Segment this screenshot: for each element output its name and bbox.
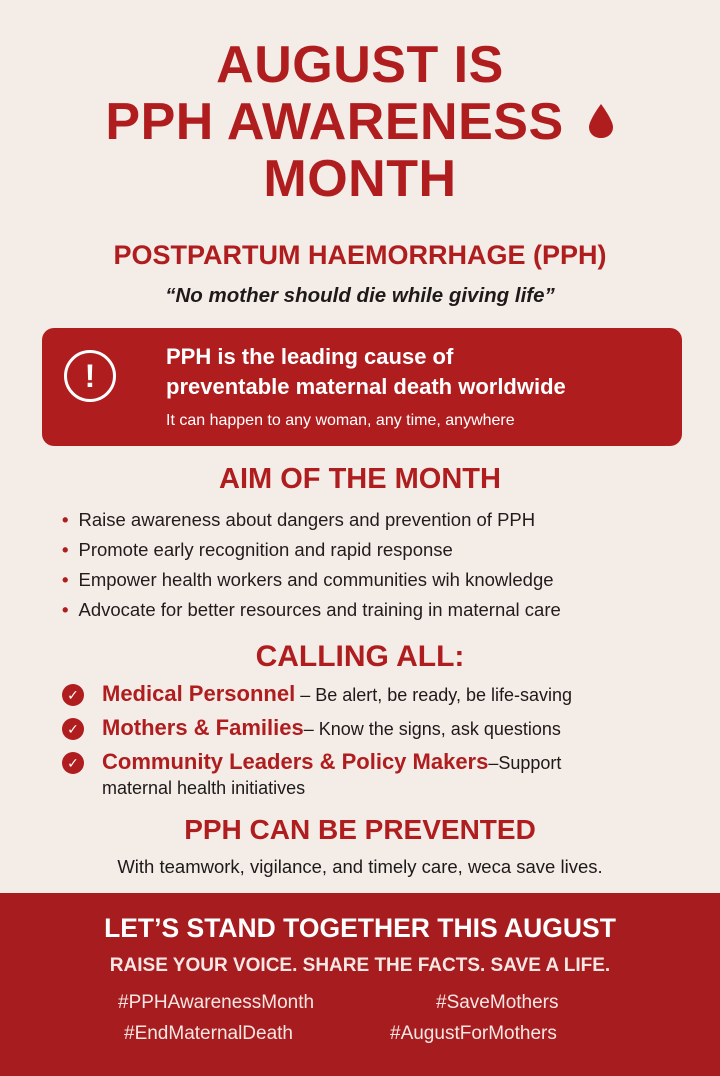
aim-item-text: Advocate for better resources and training in maternal care [78, 599, 561, 620]
title-line-1: AUGUST IS [216, 36, 504, 94]
alert-line-1: PPH is the leading cause of [166, 344, 454, 369]
footer-subtitle: RAISE YOUR VOICE. SHARE THE FACTS. SAVE A LIFE. [109, 955, 611, 976]
list-item [62, 535, 561, 565]
subtitle: POSTPARTUM HAEMORRHAGE (PPH) [113, 240, 607, 270]
list-item [62, 505, 561, 535]
check-circle-icon: ✓ [62, 752, 84, 774]
check-circle-icon: ✓ [62, 684, 84, 706]
calling-desc: – Be alert, be ready, be life-saving [295, 685, 573, 705]
blood-drop-icon [587, 102, 615, 140]
title-line-2-text: PPH AWARENESS [105, 93, 564, 151]
prevent-heading: PPH CAN BE PREVENTED [184, 814, 536, 845]
calling-role: Mothers & Families [102, 715, 304, 740]
aim-item-text: Promote early recognition and rapid response [78, 539, 453, 560]
alert-banner [42, 328, 682, 446]
calling-role: Medical Personnel [102, 681, 296, 706]
alert-line-2: preventable maternal death worldwide [166, 374, 566, 399]
prevent-text: With teamwork, vigilance, and timely care, weca save lives. [117, 856, 603, 877]
calling-desc-continued: maternal health initiatives [102, 778, 306, 798]
footer-banner [0, 893, 720, 1076]
alert-line-3: It can happen to any woman, any time, anywhere [166, 412, 515, 429]
footer-title: LET’S STAND TOGETHER THIS AUGUST [104, 913, 616, 943]
bullet-icon: • [62, 539, 69, 560]
quote: “No mother should die while giving life” [165, 284, 555, 307]
hashtag: #SaveMothers [436, 992, 559, 1013]
aim-item-text: Empower health workers and communities wih knowledge [78, 569, 554, 590]
list-item [62, 595, 561, 625]
bullet-icon: • [62, 569, 69, 590]
bullet-icon: • [62, 509, 69, 530]
calling-desc: –Support [488, 753, 562, 773]
calling-desc: – Know the signs, ask questions [303, 719, 561, 739]
list-item [62, 565, 561, 595]
bullet-icon: • [62, 599, 69, 620]
calling-item-text [102, 715, 561, 741]
calling-item-text [102, 681, 572, 707]
check-circle-icon: ✓ [62, 718, 84, 740]
calling-heading: CALLING ALL: [255, 640, 465, 673]
title-line-2 [0, 93, 720, 151]
hashtag: #AugustForMothers [390, 1023, 557, 1044]
calling-item-text [102, 749, 561, 775]
aim-list [62, 505, 561, 625]
hashtag: #EndMaternalDeath [124, 1023, 293, 1044]
calling-role: Community Leaders & Policy Makers [102, 749, 489, 774]
aim-item-text: Raise awareness about dangers and prevention of PPH [78, 509, 536, 530]
exclamation-icon: ! [64, 350, 116, 402]
aim-heading: AIM OF THE MONTH [219, 463, 501, 495]
hashtag: #PPHAwarenessMonth [118, 992, 315, 1013]
title-line-3: MONTH [263, 150, 457, 208]
